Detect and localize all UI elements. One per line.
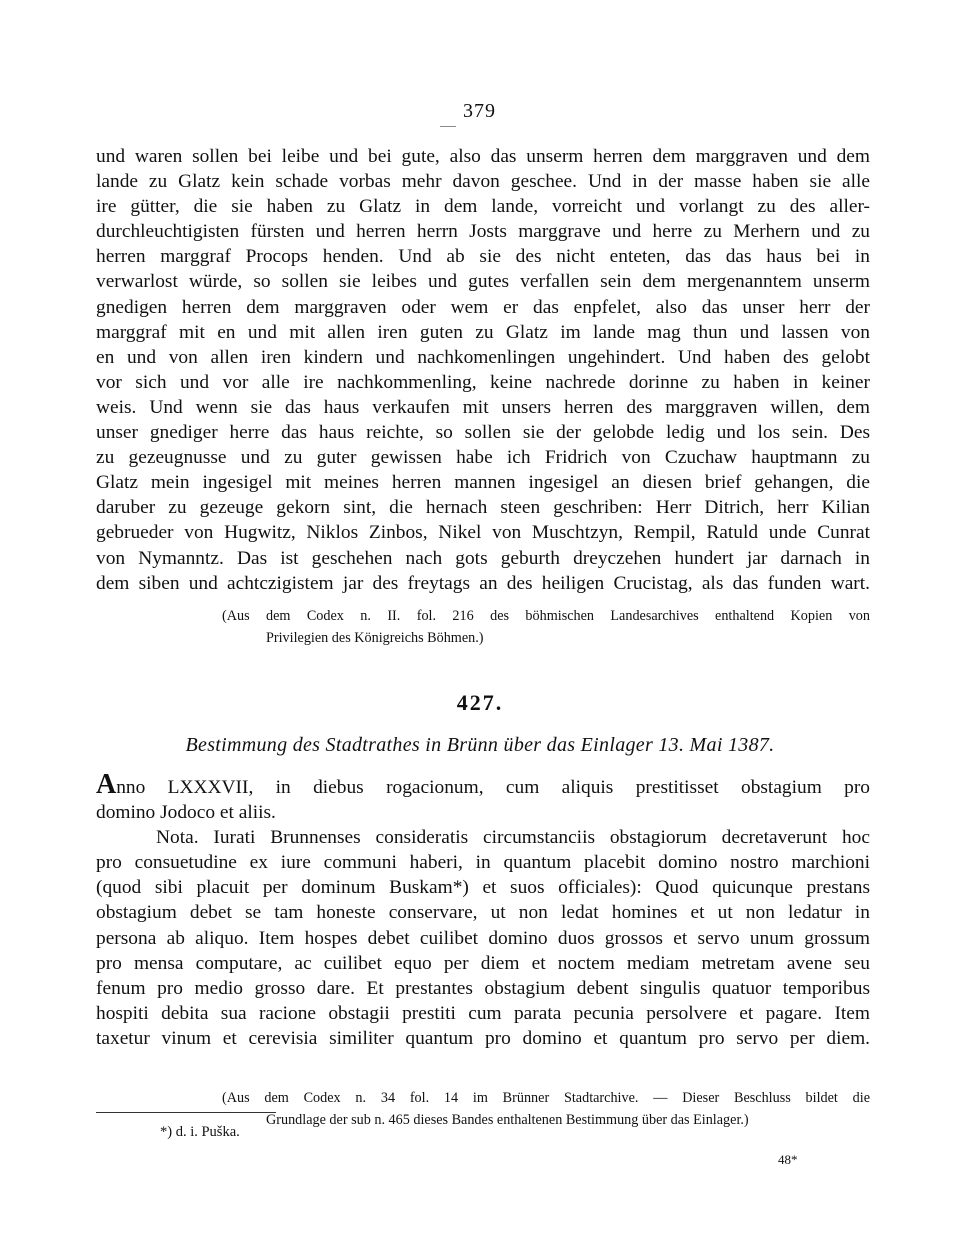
document-number: 427. <box>456 690 504 715</box>
footnote: *) d. i. Puška. <box>160 1124 240 1140</box>
text-line: Nota. Iurati Brunnenses consideratis circumstanciis obstagiorum decretaverunt hoc <box>156 827 870 849</box>
text-line: hospiti debita sua racione obstagii prestiti cum parata pecunia persolvere et pagare. Item <box>96 1002 870 1024</box>
text-line: gnedigen herren dem marggraven oder wem er das enpfelet, also das unser herr der <box>96 296 870 318</box>
text-line: pro consuetudine ex iure communi haberi, in quantum placebit domino nostro marchioni <box>96 852 870 874</box>
page-number: 379 <box>463 100 496 122</box>
document-heading: Bestimmung des Stadtrathes in Brünn über das Einlager 13. Mai 1387. <box>185 734 775 756</box>
text-line: marggraf mit en und mit allen iren guten zu Glatz im lande mag thun und lassen von <box>96 321 870 343</box>
source-note-line: (Aus dem Codex n. 34 fol. 14 im Brünner Stadtarchive. — Dieser Beschluss bildet die <box>222 1090 870 1106</box>
text-line: vor sich und vor alle ire nachkommenling, keine nachrede dorinne zu haben in keiner <box>96 371 870 393</box>
text-line: persona ab aliquo. Item hospes debet cuilibet domino duos grossos et servo unum grossum <box>96 927 870 949</box>
initial-letter: A <box>96 769 117 800</box>
source-note <box>222 605 870 649</box>
text-line: domino Jodoco et aliis. <box>96 802 276 824</box>
text-line: herren marggraf Procops henden. Und ab sie des nicht enteten, das das haus bei in <box>96 246 870 268</box>
text-line-rest: nno LXXXVII, in diebus rogacionum, cum aliquis prestitisset obstagium pro <box>116 777 870 798</box>
text-line: dem siben und achtczigistem jar des freytags an des heiligen Crucistag, als das funden wart. <box>96 572 870 594</box>
source-note-line: (Aus dem Codex n. II. fol. 216 des böhmischen Landesarchives enthaltend Kopien von <box>222 608 870 624</box>
continuation-paragraph <box>96 144 870 596</box>
text-line: von Nymanntz. Das ist geschehen nach gots geburth dreyczehen hundert jar darnach in <box>96 547 870 569</box>
text-line: verwarlost würde, so sollen sie leibes und gutes verfallen sein dem mergenanntem unserm <box>96 271 870 293</box>
document-body <box>96 769 870 1051</box>
text-line: lande zu Glatz kein schade vorbas mehr davon geschee. Und in der masse haben sie alle <box>96 171 870 193</box>
page-number-mark <box>440 126 456 127</box>
text-line: daruber zu gezeuge gekorn sint, die hernach steen geschriben: Herr Ditrich, herr Kilian <box>96 497 870 519</box>
text-line: Glatz mein ingesigel mit meines herren mannen ingesigel an diesen brief gehangen, die <box>96 472 870 494</box>
text-line: pro mensa computare, ac cuilibet equo per diem et noctem mediam metretam avene seu <box>96 952 870 974</box>
signature-mark: 48* <box>778 1152 798 1167</box>
text-line: gebrueder von Hugwitz, Niklos Zinbos, Nikel von Muschtzyn, Rempil, Ratuld unde Cunrat <box>96 522 870 544</box>
source-note-line: Privilegien des Königreichs Böhmen.) <box>266 630 484 646</box>
text-line: ire gütter, die sie haben zu Glatz in dem lande, vorreicht und vorlangt zu des aller- <box>96 196 870 218</box>
text-line: zu gezeugnusse und zu guter gewissen habe ich Fridrich von Czuchaw hauptmann zu <box>96 447 870 469</box>
source-note <box>222 1087 870 1131</box>
text-line: taxetur vinum et cerevisia similiter quantum pro domino et quantum pro servo per diem. <box>96 1027 870 1049</box>
text-line: durchleuchtigisten fürsten und herren herrn Josts marggrave und herre zu Merhern und zu <box>96 221 870 243</box>
text-line: obstagium debet se tam honeste conservare, ut non ledat homines et ut non ledatur in <box>96 902 870 924</box>
text-line: en und von allen iren kindern und nachkomenlingen ungehindert. Und haben des gelobt <box>96 346 870 368</box>
source-note-line: Grundlage der sub n. 465 dieses Bandes enthaltenen Bestimmung über das Einlager.) <box>266 1112 749 1128</box>
footnote-divider <box>96 1112 276 1113</box>
text-line: weis. Und wenn sie das haus verkaufen mit unsers herren des marggraven willen, dem <box>96 396 870 418</box>
text-line: fenum pro medio grosso dare. Et prestantes obstagium debent singulis quatuor temporibus <box>96 977 870 999</box>
text-line: unser gnediger herre das haus reichte, so sollen sie der gelobde ledig und los sein. Des <box>96 422 870 444</box>
text-line: (quod sibi placuit per dominum Buskam*) et suos officiales): Quod quicunque prestans <box>96 877 870 899</box>
text-line <box>96 769 870 800</box>
text-line: und waren sollen bei leibe und bei gute, also das unserm herren dem marggraven und dem <box>96 146 870 167</box>
